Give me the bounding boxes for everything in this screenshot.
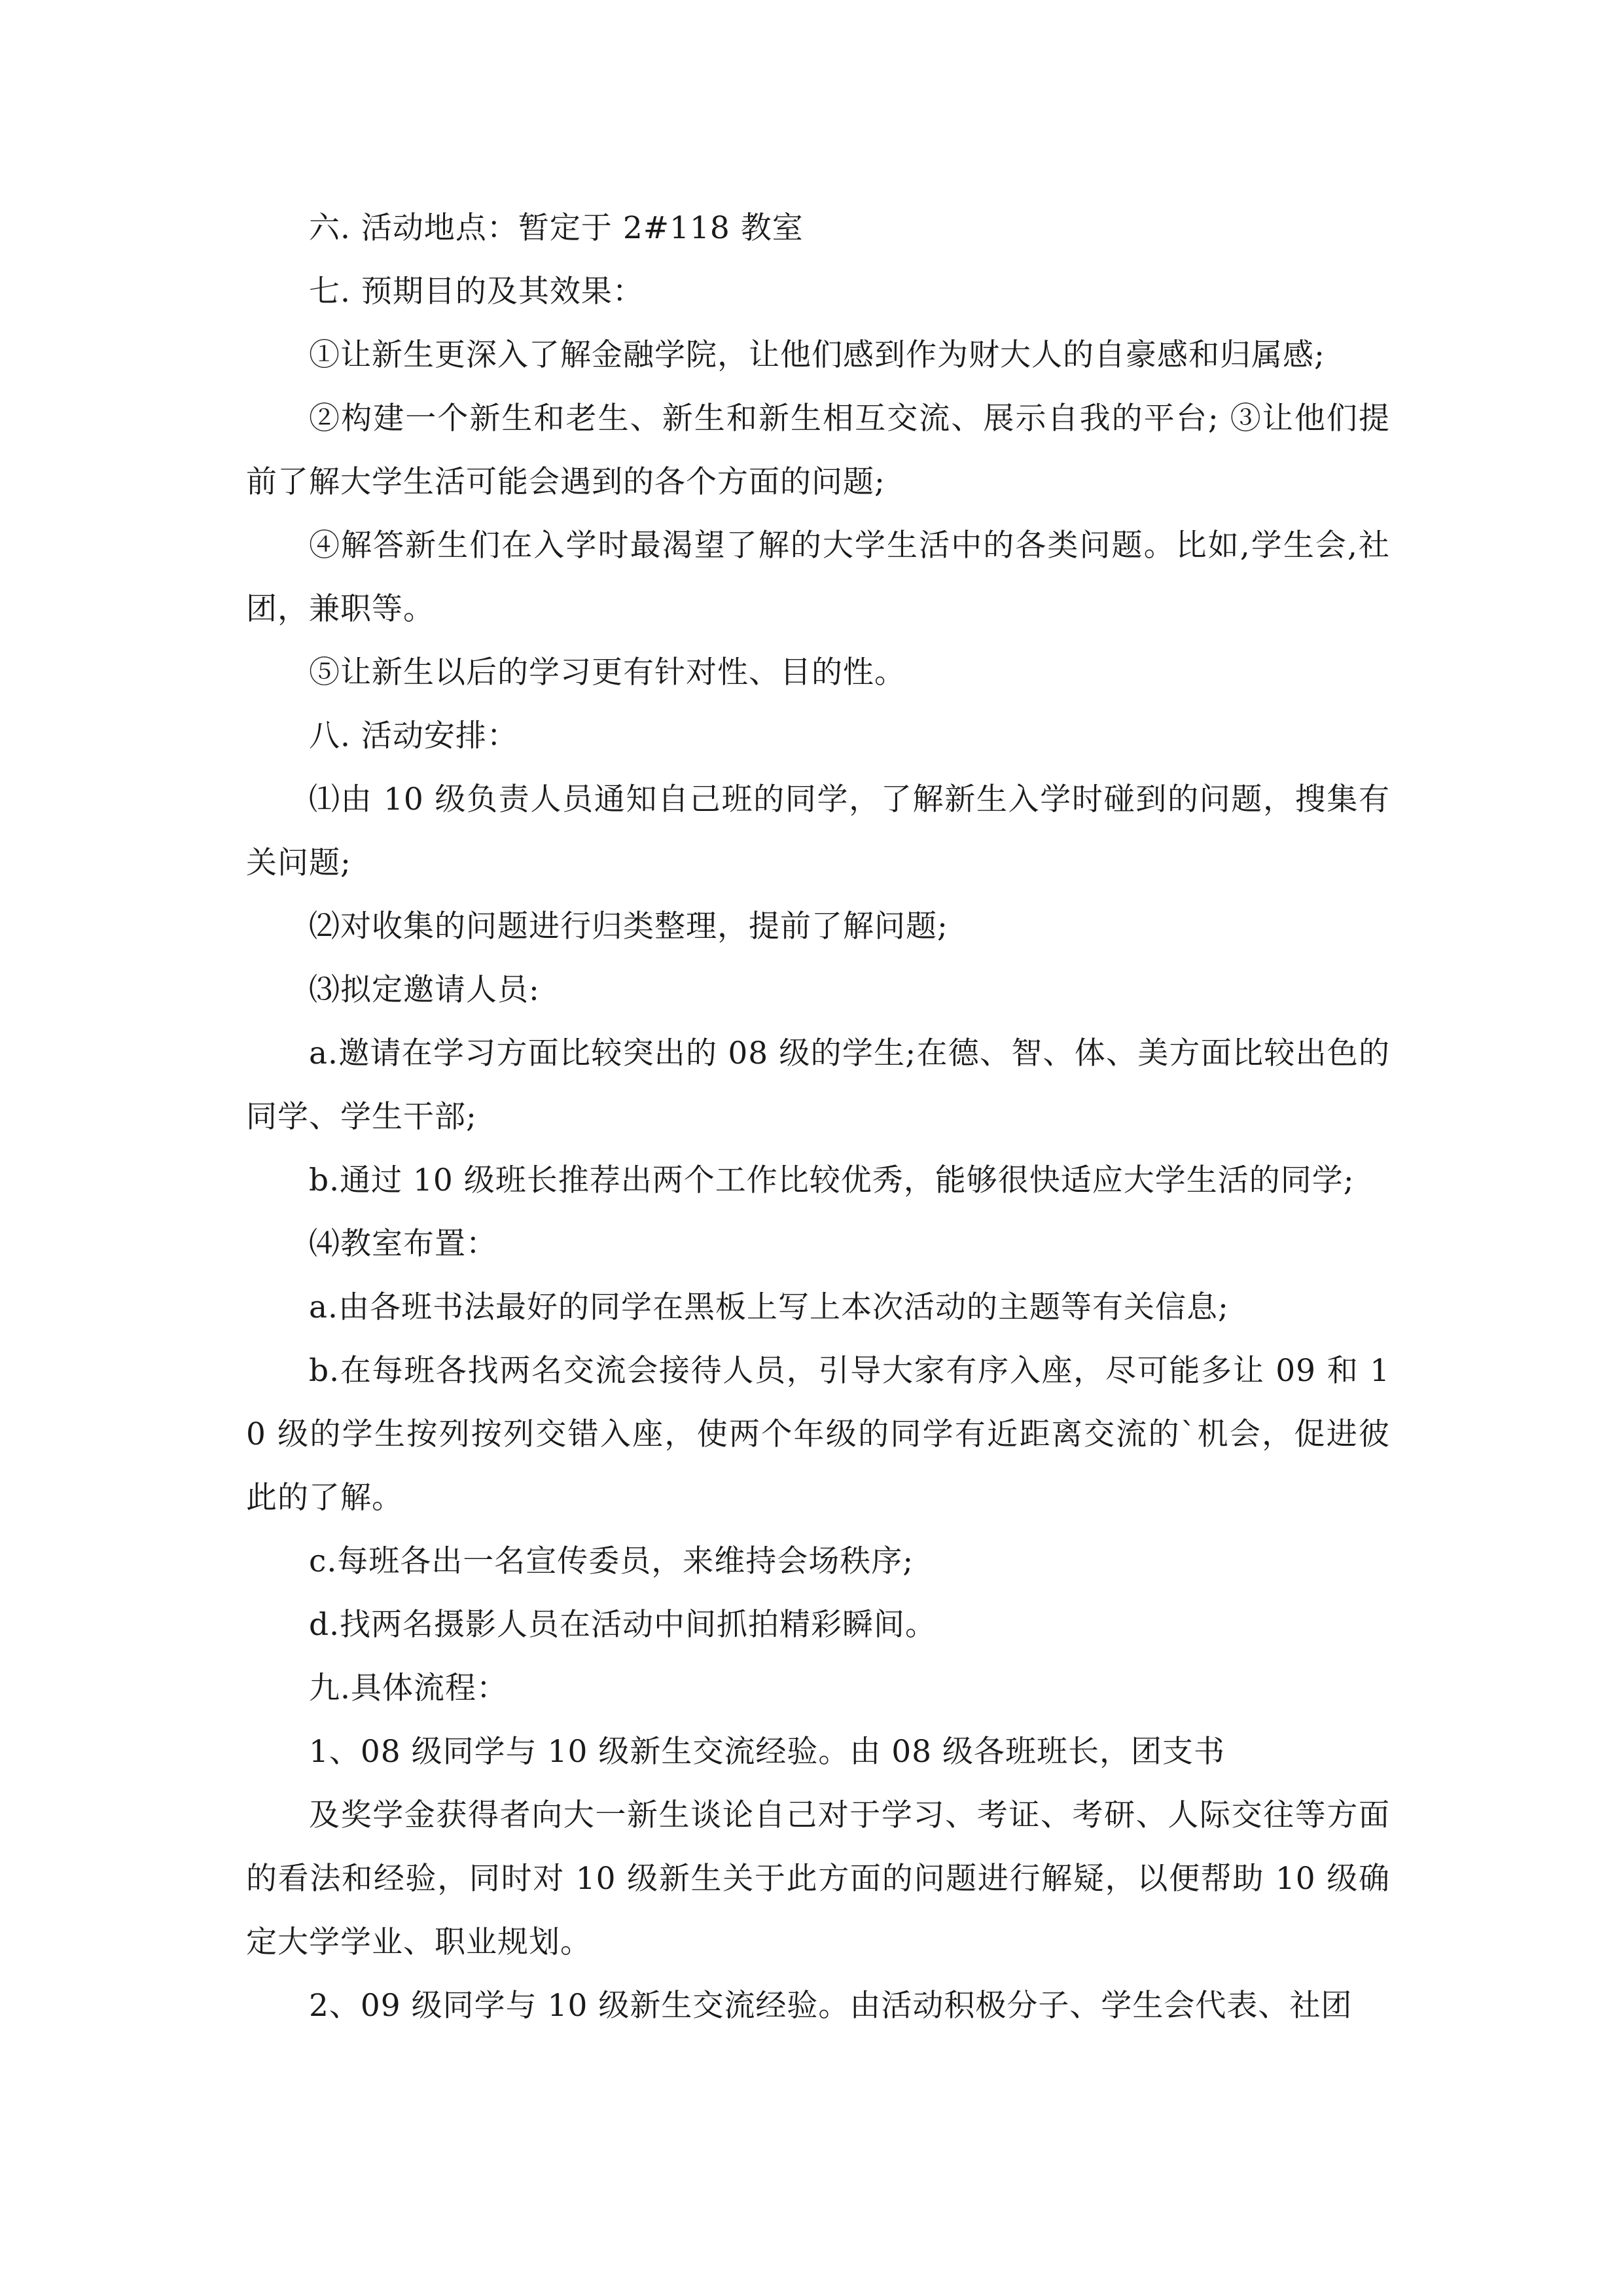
paragraph-classroom-b: b.在每班各找两名交流会接待人员，引导大家有序入座，尽可能多让 09 和 10 级的学生按列按列交错入座，使两个年级的同学有近距离交流的`机会，促进彼此的了解。 (246, 1353, 1390, 1516)
paragraph-goal-2-3: ②构建一个新生和老生、新生和新生相互交流、展示自我的平台; ③让他们提前了解大学生活可能会遇到的各个方面的问题; (246, 401, 1390, 500)
paragraph-arrangement-heading: 八. 活动安排： (309, 718, 518, 754)
paragraph-classroom-c: c.每班各出一名宣传委员，来维持会场秩序; (309, 1543, 914, 1579)
paragraph-process-1-continued: 及奖学金获得者向大一新生谈论自己对于学习、考证、考研、人际交往等方面的看法和经验，同时对 10 级新生关于此方面的问题进行解疑，以便帮助 10 级确定大学学业、职业规划。 (246, 1797, 1390, 1960)
paragraph-process-2: 2、09 级同学与 10 级新生交流经验。由活动积极分子、学生会代表、社团 (309, 1988, 1353, 2024)
paragraph-arrangement-4: ⑷教室布置： (309, 1226, 497, 1262)
paragraph-activity-location: 六. 活动地点：暂定于 2#118 教室 (309, 210, 804, 246)
paragraph-process-1: 1、08 级同学与 10 级新生交流经验。由 08 级各班班长，团支书 (309, 1734, 1226, 1770)
paragraph-classroom-a: a.由各班书法最好的同学在黑板上写上本次活动的主题等有关信息; (309, 1289, 1229, 1325)
paragraph-process-heading: 九.具体流程： (309, 1670, 508, 1706)
paragraph-arrangement-1: ⑴由 10 级负责人员通知自己班的同学，了解新生入学时碰到的问题，搜集有关问题; (246, 781, 1390, 881)
paragraph-invite-a: a.邀请在学习方面比较突出的 08 级的学生;在德、智、体、美方面比较出色的同学、学生干部; (246, 1035, 1390, 1135)
paragraph-invite-b: b.通过 10 级班长推荐出两个工作比较优秀，能够很快适应大学生活的同学; (309, 1162, 1355, 1198)
paragraph-goal-4: ④解答新生们在入学时最渴望了解的大学生活中的各类问题。比如,学生会,社团，兼职等。 (246, 528, 1390, 627)
document-body (246, 196, 1390, 2037)
paragraph-expected-goals-heading: 七. 预期目的及其效果： (309, 274, 644, 310)
paragraph-goal-5: ⑤让新生以后的学习更有针对性、目的性。 (309, 655, 906, 691)
paragraph-goal-1: ①让新生更深入了解金融学院，让他们感到作为财大人的自豪感和归属感; (309, 337, 1325, 373)
paragraph-arrangement-2: ⑵对收集的问题进行归类整理，提前了解问题; (309, 908, 948, 944)
paragraph-arrangement-3: ⑶拟定邀请人员: (309, 972, 540, 1008)
paragraph-classroom-d: d.找两名摄影人员在活动中间抓拍精彩瞬间。 (309, 1607, 937, 1643)
